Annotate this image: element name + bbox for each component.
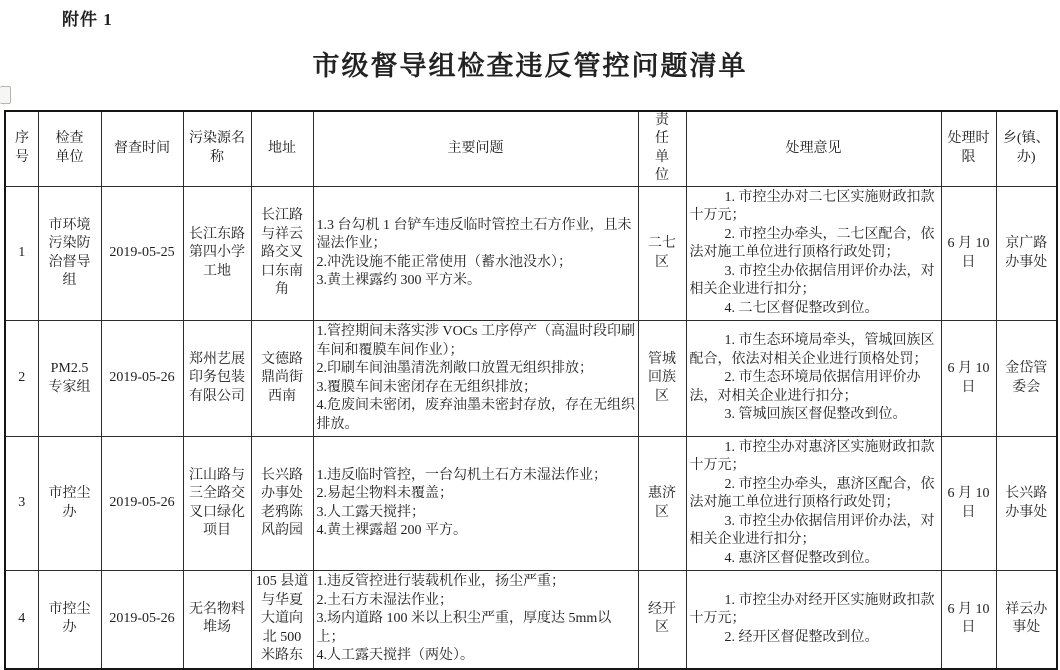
- cell-no: 2: [5, 321, 38, 437]
- cell-township: 京广路办事处: [996, 186, 1057, 320]
- cell-problems: 1.违反临时管控，一台勾机土石方未湿法作业； 2.易起尘物料未覆盖； 3.人工露天搅拌； 4.黄土裸露超 200 平方。: [313, 436, 638, 570]
- header-inspect-unit: 检查单位: [38, 111, 101, 186]
- cell-inspect-unit: PM2.5专家组: [38, 321, 101, 437]
- header-responsible-unit: 责任单位: [638, 111, 686, 186]
- header-township: 乡(镇、办): [996, 111, 1057, 186]
- cell-inspect-unit: 市环境污染防治督导组: [38, 186, 101, 320]
- cell-responsible-unit: 经开区: [638, 571, 686, 669]
- table-header-row: [5, 111, 1057, 186]
- attachment-label: 附件 1: [62, 10, 113, 29]
- cell-township: 祥云办事处: [996, 571, 1057, 669]
- cell-deadline: 6 月 10 日: [941, 571, 996, 669]
- cell-problems: 1.3 台勾机 1 台铲车违反临时管控土石方作业，且未湿法作业； 2.冲洗设施不能正常使用（蓄水池没水）； 3.黄土裸露约 300 平方米。: [313, 186, 638, 320]
- cell-date: 2019-05-26: [101, 571, 183, 669]
- table-row: [5, 186, 1057, 320]
- cell-pollution-source: 无名物料堆场: [183, 571, 251, 669]
- table-row: [5, 321, 1057, 437]
- cell-responsible-unit: 惠济区: [638, 436, 686, 570]
- cell-opinions: 1. 市控尘办对二七区实施财政扣款十万元； 2. 市控尘办牵头，二七区配合，依法对施工单位进行顶格行政处罚； 3. 市控尘办依据信用评价办法，对相关企业进行扣分； 4. 二七区督促整改到位。: [686, 186, 941, 320]
- cell-address: 长兴路办事处老鸦陈风韵园: [251, 436, 313, 570]
- header-pollution-source: 污染源名称: [183, 111, 251, 186]
- violation-table: [4, 110, 1058, 670]
- cell-responsible-unit: 二七区: [638, 186, 686, 320]
- cell-address: 105 县道与华夏大道向北 500 米路东: [251, 571, 313, 669]
- cell-no: 1: [5, 186, 38, 320]
- cell-date: 2019-05-25: [101, 186, 183, 320]
- table-row: [5, 436, 1057, 570]
- cell-township: 长兴路办事处: [996, 436, 1057, 570]
- cell-responsible-unit: 管城回族区: [638, 321, 686, 437]
- page-title: 市级督导组检查违反管控问题清单: [312, 51, 748, 81]
- cell-address: 文德路鼎尚街西南: [251, 321, 313, 437]
- cell-opinions: 1. 市生态环境局牵头，管城回族区配合，依法对相关企业进行顶格处罚； 2. 市生态环境局依据信用评价办法，对相关企业进行扣分； 3. 管城回族区督促整改到位。: [686, 321, 941, 437]
- cell-no: 3: [5, 436, 38, 570]
- header-problems: 主要问题: [313, 111, 638, 186]
- cell-problems: 1.管控期间未落实涉 VOCs 工序停产（高温时段印刷车间和覆膜车间作业）； 2.印刷车间油墨清洗剂敞口放置无组织排放； 3.覆膜车间未密闭存在无组织排放； 4.危废间未密闭，废弃油墨未密封存放，存在无组织排放。: [313, 321, 638, 437]
- cell-inspect-unit: 市控尘办: [38, 571, 101, 669]
- page-margin-artifact: [0, 86, 11, 104]
- header-opinions: 处理意见: [686, 111, 941, 186]
- cell-pollution-source: 郑州艺展印务包装有限公司: [183, 321, 251, 437]
- cell-pollution-source: 江山路与三全路交叉口绿化项目: [183, 436, 251, 570]
- cell-date: 2019-05-26: [101, 321, 183, 437]
- header-address: 地址: [251, 111, 313, 186]
- cell-date: 2019-05-26: [101, 436, 183, 570]
- cell-deadline: 6 月 10 日: [941, 436, 996, 570]
- cell-deadline: 6 月 10 日: [941, 186, 996, 320]
- table-row: [5, 571, 1057, 669]
- cell-no: 4: [5, 571, 38, 669]
- cell-address: 长江路与祥云路交叉口东南角: [251, 186, 313, 320]
- cell-pollution-source: 长江东路第四小学工地: [183, 186, 251, 320]
- cell-opinions: 1. 市控尘办对惠济区实施财政扣款十万元； 2. 市控尘办牵头，惠济区配合，依法对施工单位进行顶格行政处罚； 3. 市控尘办依据信用评价办法，对相关企业进行扣分； 4. 惠济区督促整改到位。: [686, 436, 941, 570]
- cell-inspect-unit: 市控尘办: [38, 436, 101, 570]
- cell-problems: 1.违反管控进行装载机作业，扬尘严重； 2.土石方未湿法作业； 3.场内道路 100 米以上积尘严重，厚度达 5mm以上； 4.人工露天搅拌（两处）。: [313, 571, 638, 669]
- table-body: [5, 186, 1057, 668]
- header-date: 督查时间: [101, 111, 183, 186]
- cell-township: 金岱管委会: [996, 321, 1057, 437]
- cell-opinions: 1. 市控尘办对经开区实施财政扣款十万元； 2. 经开区督促整改到位。: [686, 571, 941, 669]
- header-no: 序号: [5, 111, 38, 186]
- header-deadline: 处理时限: [941, 111, 996, 186]
- cell-deadline: 6 月 10 日: [941, 321, 996, 437]
